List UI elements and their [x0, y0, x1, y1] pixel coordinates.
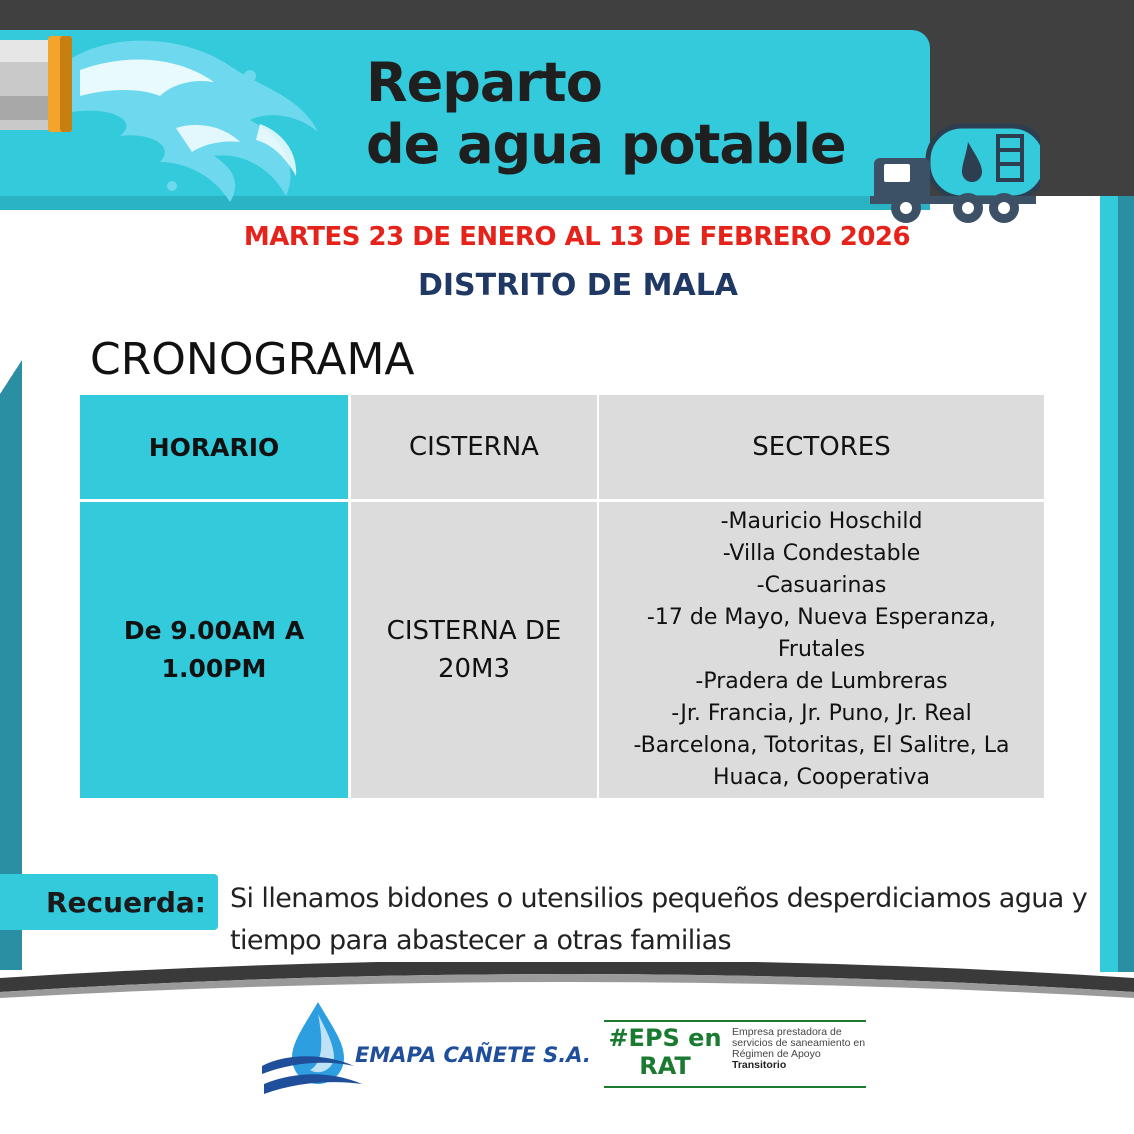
water-splash-icon	[72, 41, 318, 202]
schedule-heading: CRONOGRAMA	[90, 334, 415, 385]
eps-description-bold: Transitorio	[732, 1059, 787, 1071]
column-header-horario: HORARIO	[80, 395, 348, 499]
sector-item: -Villa Condestable	[722, 541, 921, 566]
right-accent-light	[1100, 196, 1118, 972]
sector-item: -Mauricio Hoschild	[720, 509, 923, 534]
page-title	[366, 52, 886, 176]
column-header-cisterna: CISTERNA	[351, 395, 597, 499]
footer-divider	[0, 962, 1134, 1002]
title-line-2: de agua potable	[366, 113, 846, 176]
column-header-sectores: SECTORES	[599, 395, 1044, 499]
water-truck-icon	[870, 120, 1040, 230]
reminder-text: Si llenamos bidones o utensilios pequeños desperdiciamos agua y tiempo para abastecer a otras familias	[230, 883, 1088, 956]
cell-horario: De 9.00AM A 1.00PM	[80, 502, 348, 798]
water-pipe-icon	[0, 36, 340, 206]
district-name: DISTRITO DE MALA	[417, 268, 739, 303]
water-drop-logo-icon	[258, 1000, 368, 1100]
title-line-1: Reparto	[366, 51, 602, 114]
eps-logo-description	[732, 1027, 872, 1071]
schedule-table	[80, 395, 1044, 798]
date-range: MARTES 23 DE ENERO AL 13 DE FEBRERO 2026	[243, 222, 911, 252]
emapa-logo-text: EMAPA CAÑETE S.A.	[355, 1043, 591, 1067]
eps-description-text: Empresa prestadora de servicios de saneamiento en Régimen de Apoyo	[732, 1026, 866, 1060]
cell-sectores	[599, 502, 1044, 798]
sector-item: -Barcelona, Totoritas, El Salitre, La Huaca, Cooperativa	[633, 733, 1010, 790]
eps-logo-tag: #EPS en RAT	[608, 1024, 722, 1080]
sector-item: -Casuarinas	[756, 573, 887, 598]
reminder-label: Recuerda:	[0, 874, 218, 930]
cell-cisterna: CISTERNA DE 20M3	[351, 502, 597, 798]
right-accent-bar	[1118, 196, 1134, 972]
sector-item: -17 de Mayo, Nueva Esperanza, Frutales	[646, 605, 997, 662]
sector-item: -Pradera de Lumbreras	[695, 669, 948, 694]
sector-item: -Jr. Francia, Jr. Puno, Jr. Real	[671, 701, 972, 726]
